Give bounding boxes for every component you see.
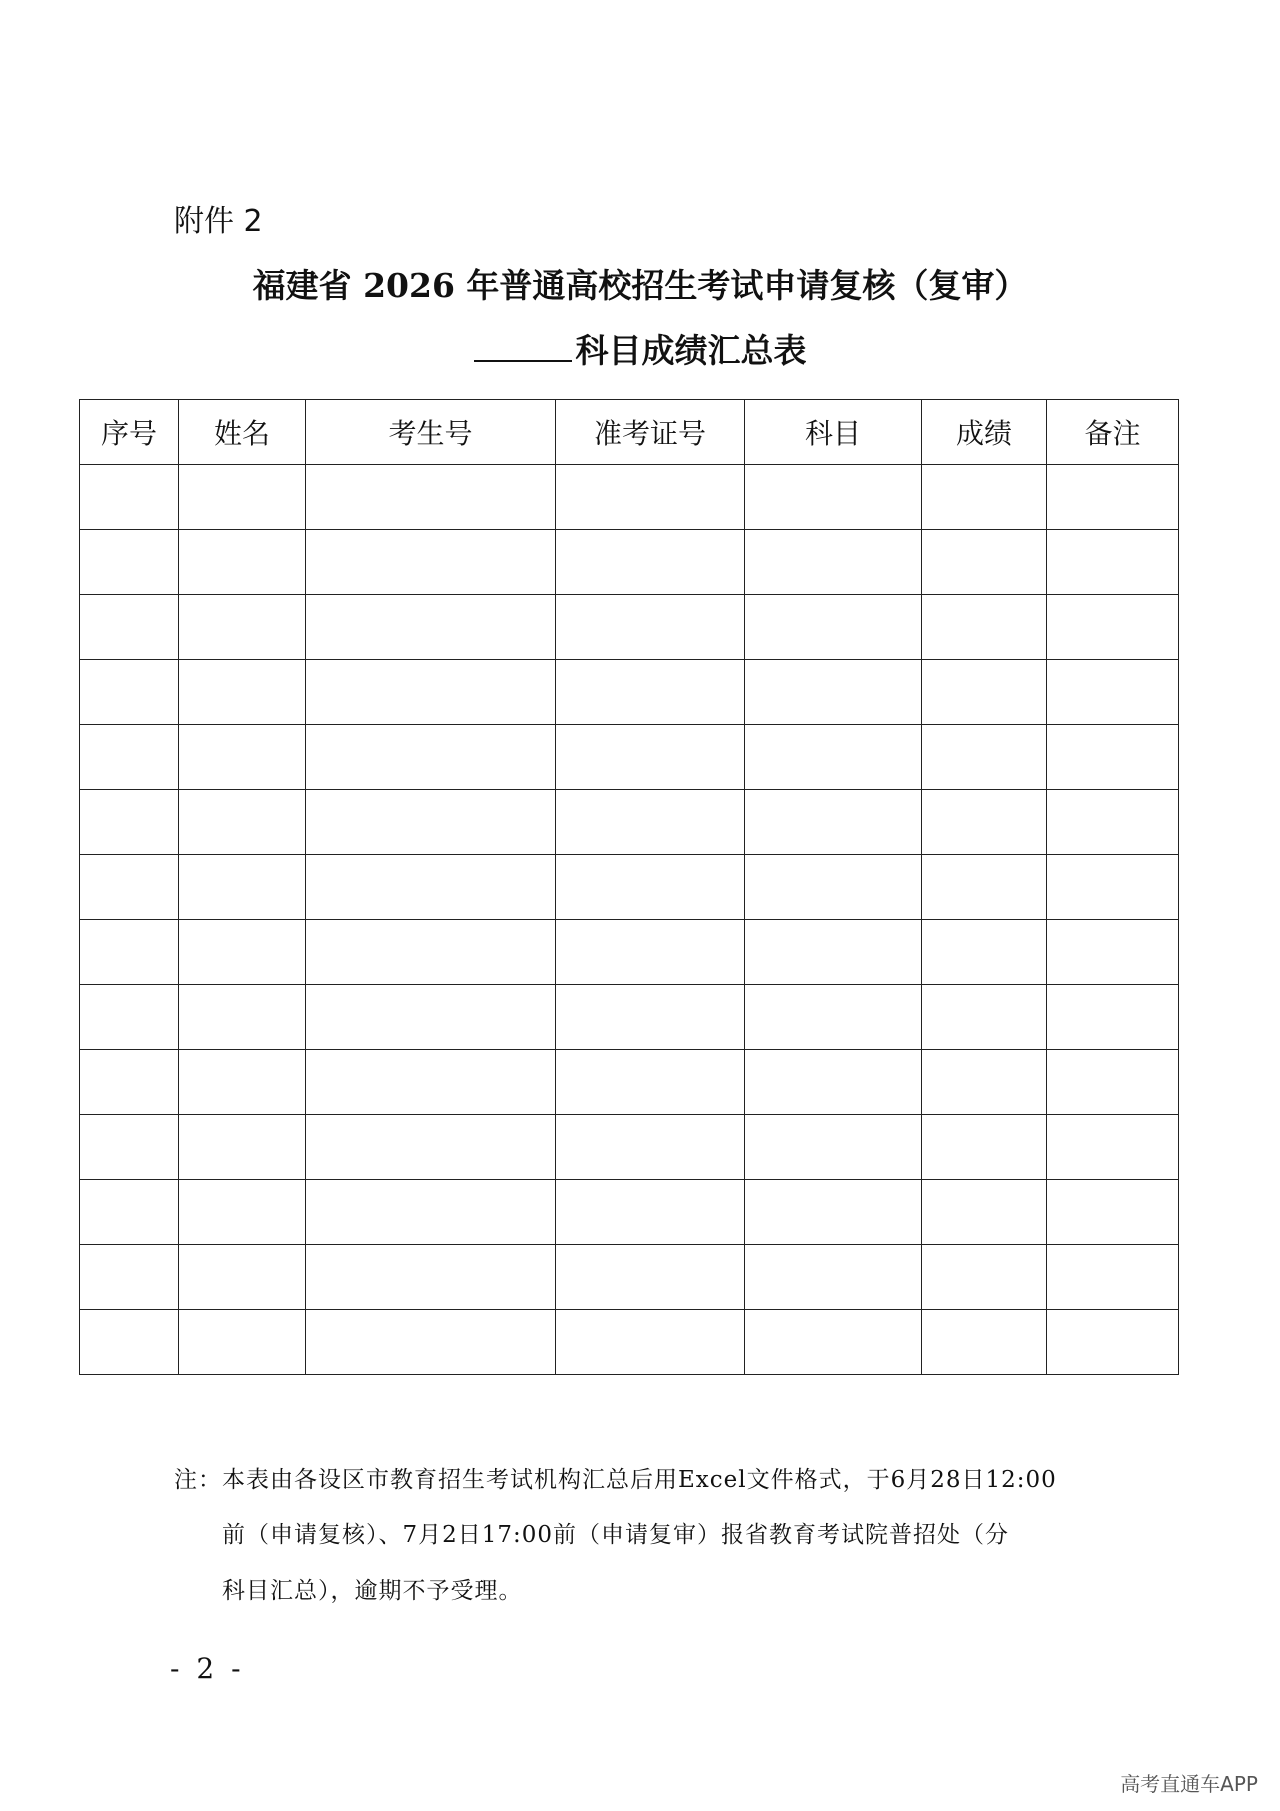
- table-row: [80, 465, 1179, 530]
- table-cell: [179, 1050, 306, 1115]
- table-cell: [1047, 595, 1179, 660]
- table-cell: [80, 920, 179, 985]
- document-title: 福建省 2026 年普通高校招生考试申请复核（复审）: [252, 266, 1028, 305]
- table-cell: [179, 920, 306, 985]
- table-cell: [556, 855, 745, 920]
- table-cell: [179, 855, 306, 920]
- table-cell: [179, 465, 306, 530]
- table-cell: [179, 595, 306, 660]
- table-cell: [306, 1115, 556, 1180]
- table-cell: [306, 725, 556, 790]
- table-cell: [745, 855, 922, 920]
- table-cell: [80, 1310, 179, 1375]
- table-cell: [80, 1115, 179, 1180]
- header-admission-ticket: 准考证号: [556, 400, 745, 465]
- table-cell: [1047, 1245, 1179, 1310]
- table-cell: [1047, 855, 1179, 920]
- table-cell: [745, 1310, 922, 1375]
- table-cell: [922, 530, 1047, 595]
- header-subject: 科目: [745, 400, 922, 465]
- table-cell: [179, 725, 306, 790]
- table-cell: [80, 530, 179, 595]
- table-cell: [306, 855, 556, 920]
- table-cell: [1047, 530, 1179, 595]
- table-cell: [306, 790, 556, 855]
- table-cell: [1047, 1115, 1179, 1180]
- table-cell: [306, 660, 556, 725]
- watermark: 高考直通车APP: [1120, 1772, 1258, 1796]
- table-cell: [556, 1050, 745, 1115]
- table-cell: [556, 530, 745, 595]
- table-cell: [1047, 1050, 1179, 1115]
- table-cell: [745, 920, 922, 985]
- note-line-2: 前（申请复核）、7月2日17:00前（申请复审）报省教育考试院普招处（分: [222, 1522, 1010, 1548]
- table-cell: [556, 790, 745, 855]
- table-cell: [556, 1310, 745, 1375]
- table-cell: [1047, 985, 1179, 1050]
- table-cell: [922, 1050, 1047, 1115]
- table-cell: [80, 985, 179, 1050]
- header-serial: 序号: [80, 400, 179, 465]
- table-cell: [922, 1310, 1047, 1375]
- document-subtitle: [0, 325, 1280, 372]
- table-cell: [306, 1310, 556, 1375]
- table-cell: [1047, 465, 1179, 530]
- table-cell: [179, 790, 306, 855]
- page-number: - 2 -: [170, 1652, 245, 1685]
- table-cell: [922, 985, 1047, 1050]
- table-cell: [556, 1245, 745, 1310]
- table-cell: [179, 1310, 306, 1375]
- note-line-1: 注：本表由各设区市教育招生考试机构汇总后用Excel文件格式，于6月28日12:00: [174, 1467, 1057, 1493]
- table-cell: [745, 595, 922, 660]
- table-row: [80, 1310, 1179, 1375]
- table-cell: [179, 660, 306, 725]
- table-cell: [922, 1115, 1047, 1180]
- table-cell: [80, 660, 179, 725]
- table-cell: [745, 1115, 922, 1180]
- table-cell: [80, 1050, 179, 1115]
- table-cell: [179, 1115, 306, 1180]
- table-header-row: [80, 400, 1179, 465]
- table-cell: [80, 1245, 179, 1310]
- subject-blank-field: [474, 330, 572, 362]
- score-summary-table: [79, 399, 1179, 1375]
- table-row: [80, 790, 1179, 855]
- table-row: [80, 595, 1179, 660]
- header-name: 姓名: [179, 400, 306, 465]
- header-remarks: 备注: [1047, 400, 1179, 465]
- table-cell: [306, 1050, 556, 1115]
- attachment-label: 附件 2: [174, 204, 263, 239]
- table-cell: [1047, 920, 1179, 985]
- table-cell: [179, 1180, 306, 1245]
- table-cell: [922, 725, 1047, 790]
- table-cell: [556, 1115, 745, 1180]
- table-cell: [80, 1180, 179, 1245]
- table-row: [80, 530, 1179, 595]
- table-row: [80, 1115, 1179, 1180]
- table-cell: [922, 790, 1047, 855]
- table-cell: [306, 465, 556, 530]
- table-cell: [556, 660, 745, 725]
- table-cell: [556, 465, 745, 530]
- table-cell: [922, 1245, 1047, 1310]
- table-cell: [922, 595, 1047, 660]
- table-cell: [745, 1050, 922, 1115]
- table-cell: [745, 985, 922, 1050]
- table-cell: [179, 1245, 306, 1310]
- table-cell: [179, 530, 306, 595]
- table-cell: [306, 595, 556, 660]
- table-cell: [922, 855, 1047, 920]
- table-cell: [1047, 1180, 1179, 1245]
- table-cell: [922, 920, 1047, 985]
- table-cell: [306, 985, 556, 1050]
- table-row: [80, 920, 1179, 985]
- table-cell: [745, 465, 922, 530]
- table-row: [80, 985, 1179, 1050]
- table-cell: [306, 920, 556, 985]
- table-cell: [556, 725, 745, 790]
- note-line-3: 科目汇总），逾期不予受理。: [222, 1578, 523, 1604]
- table-cell: [745, 530, 922, 595]
- table-cell: [745, 1180, 922, 1245]
- header-score: 成绩: [922, 400, 1047, 465]
- table-row: [80, 1245, 1179, 1310]
- table-cell: [556, 985, 745, 1050]
- table-cell: [80, 855, 179, 920]
- table-cell: [745, 1245, 922, 1310]
- table-row: [80, 1050, 1179, 1115]
- table-cell: [1047, 1310, 1179, 1375]
- table-cell: [80, 465, 179, 530]
- table-cell: [306, 1245, 556, 1310]
- table-cell: [556, 595, 745, 660]
- table-cell: [745, 725, 922, 790]
- table-cell: [556, 1180, 745, 1245]
- table-cell: [922, 1180, 1047, 1245]
- header-candidate-number: 考生号: [306, 400, 556, 465]
- table-cell: [1047, 660, 1179, 725]
- table-row: [80, 855, 1179, 920]
- table-cell: [80, 790, 179, 855]
- table-cell: [1047, 725, 1179, 790]
- table-cell: [306, 1180, 556, 1245]
- table-cell: [922, 660, 1047, 725]
- table-cell: [80, 725, 179, 790]
- table-cell: [745, 660, 922, 725]
- table-row: [80, 725, 1179, 790]
- table-cell: [179, 985, 306, 1050]
- table-cell: [556, 920, 745, 985]
- table-body: [80, 465, 1179, 1375]
- table-cell: [1047, 790, 1179, 855]
- table-cell: [80, 595, 179, 660]
- table-cell: [306, 530, 556, 595]
- table-row: [80, 660, 1179, 725]
- document-subtitle-text: 科目成绩汇总表: [575, 331, 807, 370]
- table-row: [80, 1180, 1179, 1245]
- table-cell: [745, 790, 922, 855]
- table-cell: [922, 465, 1047, 530]
